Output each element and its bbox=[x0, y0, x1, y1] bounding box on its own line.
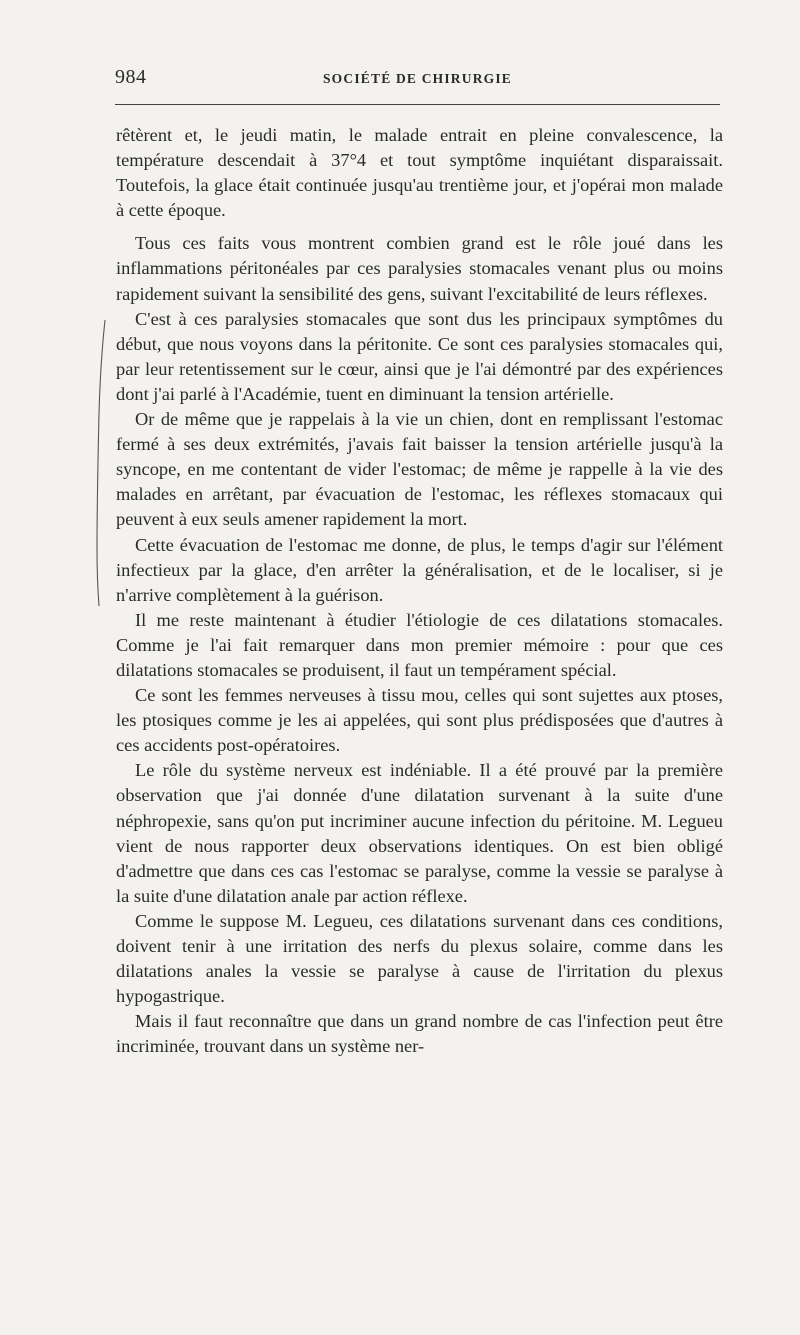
paragraph-3: C'est à ces paralysies stomacales que sont dus les principaux symptômes du début, que nous voyons dans la péritonite. Ce sont ces paralysies stomacales qui, par leur retentissement sur le cœur, ainsi que je l'ai démontré par des expériences dont j'ai parlé à l'Académie, tuent en diminuant la tension artérielle. bbox=[116, 308, 723, 404]
paragraph-5: Cette évacuation de l'estomac me donne, de plus, le temps d'agir sur l'élément infectieux par la glace, d'en arrêter la généralisation, et de le localiser, si je n'arrive complètement à la guérison. bbox=[116, 534, 723, 605]
paragraph-4: Or de même que je rappelais à la vie un chien, dont en remplissant l'estomac fermé à ses deux extrémités, j'avais fait baisser la tension artérielle jusqu'à la syncope, en me contentant de vider l'estomac; de même je rappelle à la vie des malades en arrêtant, par évacuation de l'estomac, les réflexes stomacaux qui peuvent à eux seuls amener rapidement la mort. bbox=[116, 409, 723, 530]
paragraph-2: Tous ces faits vous montrent combien grand est le rôle joué dans les inflammations péritonéales par ces paralysies stomacales venant plus ou moins rapidement suivant la sensibilité des gens, suivant l'excitabilité de leurs réflexes. bbox=[116, 233, 723, 304]
paragraph-6: Il me reste maintenant à étudier l'étiologie de ces dilatations stomacales. Comme je l'ai fait remarquer dans mon premier mémoire : pour que ces dilatations stomacales se produisent, il faut un tempérament spécial. bbox=[116, 609, 723, 680]
paragraph-10: Mais il faut reconnaître que dans un grand nombre de cas l'infection peut être incriminée, trouvant dans un système ner- bbox=[116, 1011, 723, 1057]
paragraph-1: rêtèrent et, le jeudi matin, le malade entrait en pleine convalescence, la température descendait à 37°4 et tout symptôme inquiétant disparaissait. Toutefois, la glace était continuée jusqu'au trentième jour, et j'opérai mon malade à cette époque. bbox=[116, 125, 723, 221]
margin-pencil-mark bbox=[93, 318, 107, 608]
running-head: SOCIÉTÉ DE CHIRURGIE bbox=[322, 71, 513, 86]
paragraph-9: Comme le suppose M. Legueu, ces dilatations survenant dans ces conditions, doivent tenir à une irritation des nerfs du plexus solaire, comme dans les dilatations anales la vessie se paralyse à cause de l'irritation du plexus hypogastrique. bbox=[116, 910, 723, 1007]
page-number: 984 bbox=[115, 66, 147, 88]
body-text bbox=[116, 123, 723, 1059]
paragraph-7: Ce sont les femmes nerveuses à tissu mou, celles qui sont sujettes aux ptoses, les ptosiques comme je les ai appelées, qui sont plus prédisposées que d'autres à ces accidents post-opératoires. bbox=[116, 685, 723, 756]
page-header bbox=[115, 66, 720, 96]
paragraph-8: Le rôle du système nerveux est indéniable. Il a été prouvé par la première observation que j'ai donnée d'une dilatation survenant à la suite d'une néphropexie, sans qu'on put incriminer aucune infection du péritoine. M. Legueu vient de nous rapporter deux observations identiques. On est bien obligé d'admettre que dans ces cas l'estomac se paralyse, comme la vessie se paralyse à la suite d'une dilatation anale par action réflexe. bbox=[116, 760, 723, 906]
header-rule bbox=[115, 104, 720, 105]
